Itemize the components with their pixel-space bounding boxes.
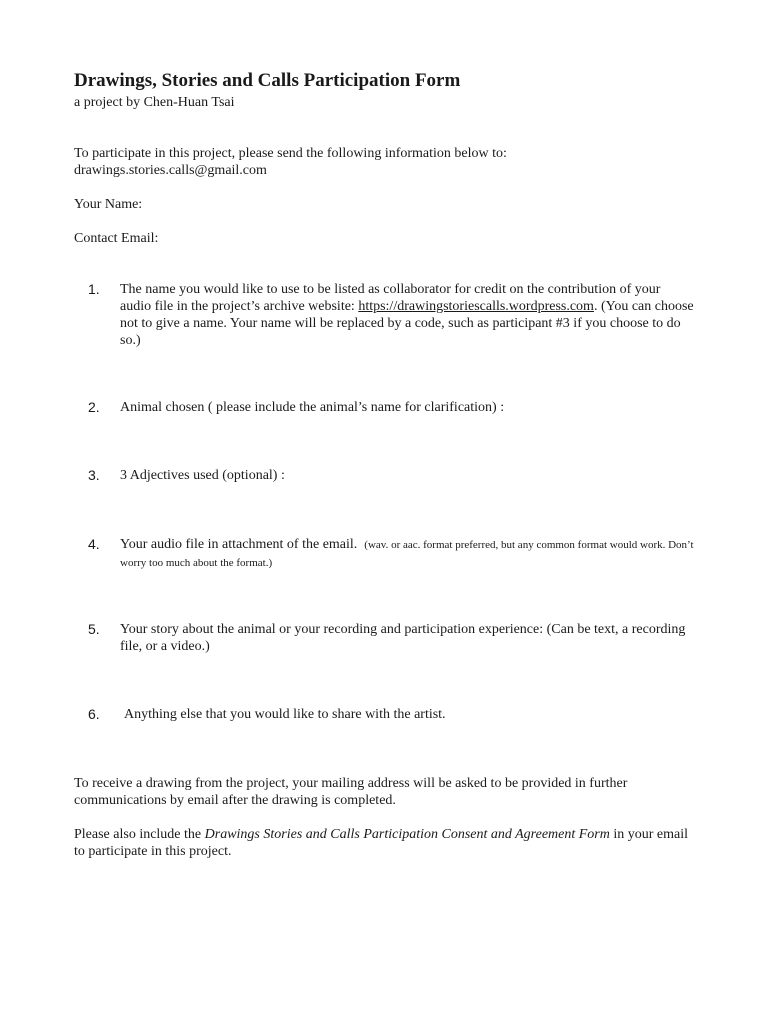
list-item-audio-file bbox=[120, 536, 695, 572]
list-item-adjectives: 3 Adjectives used (optional) : bbox=[120, 468, 285, 483]
contact-email-address: drawings.stories.calls@gmail.com bbox=[74, 163, 267, 178]
item-text-continued: . (You can choose not to give a name. Your name will be replaced by a code, such as participant #3 if you choose to do so.) bbox=[120, 299, 694, 348]
item-number: 5. bbox=[88, 621, 100, 637]
mailing-address-paragraph: To receive a drawing from the project, your mailing address will be asked to be provided in further communications by email after the drawing is completed. bbox=[74, 776, 628, 808]
page-title: Drawings, Stories and Calls Participation Form bbox=[74, 70, 461, 91]
list-item-anything-else: Anything else that you would like to share with the artist. bbox=[124, 707, 446, 722]
list-item-story: Your story about the animal or your recording and participation experience: (Can be text, a recording file, or a video.) bbox=[120, 622, 686, 654]
item-text: Your audio file in attachment of the email. bbox=[120, 537, 358, 552]
list-item-credit-name bbox=[120, 281, 695, 349]
page-subtitle: a project by Chen-Huan Tsai bbox=[74, 95, 235, 110]
item-number: 4. bbox=[88, 536, 100, 552]
intro-text: To participate in this project, please send the following information below to: bbox=[74, 146, 507, 161]
item-number: 3. bbox=[88, 467, 100, 483]
item-number: 1. bbox=[88, 281, 100, 297]
list-item-animal: Animal chosen ( please include the animal’s name for clarification) : bbox=[120, 400, 505, 415]
format-note: (wav. or aac. format preferred, but any common format would work. Don’t worry too much about the format.) bbox=[120, 539, 694, 569]
consent-form-paragraph bbox=[74, 826, 694, 860]
name-field-label: Your Name: bbox=[74, 197, 143, 212]
item-number: 6. bbox=[88, 706, 100, 722]
item-text: The name you would like to use to be listed as collaborator for credit on the contribution of your audio file in the project’s archive website: bbox=[120, 282, 661, 314]
paragraph-text: Please also include the bbox=[74, 827, 205, 842]
consent-form-title: Drawings Stories and Calls Participation Consent and Agreement Form bbox=[204, 827, 610, 842]
email-field-label: Contact Email: bbox=[74, 231, 159, 246]
archive-website-link[interactable]: https://drawingstoriescalls.wordpress.com bbox=[358, 299, 594, 314]
paragraph-text-continued: in your email to participate in this project. bbox=[74, 827, 689, 859]
item-number: 2. bbox=[88, 399, 100, 415]
